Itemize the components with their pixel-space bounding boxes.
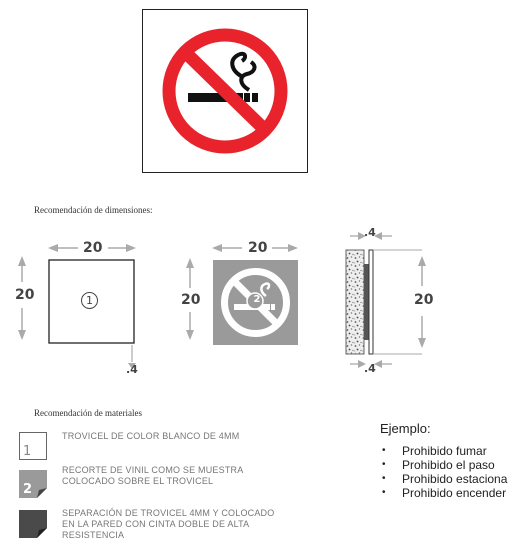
height-label-2: 20 <box>181 292 201 308</box>
material-swatch-2 <box>19 470 47 498</box>
front-view-vinyl <box>178 238 308 383</box>
front-view-plain <box>10 238 140 383</box>
example-heading: Ejemplo: <box>380 421 431 436</box>
example-item: • Prohibido estaciona <box>380 472 525 486</box>
example-list <box>380 444 525 500</box>
no-smoking-icon <box>143 10 307 172</box>
corner-fold-icon <box>19 510 47 538</box>
material-swatch-3 <box>19 510 47 538</box>
height-label-3: 20 <box>414 292 434 308</box>
material-text-1: TROVICEL DE COLOR BLANCO DE 4MM <box>62 431 240 441</box>
material-text-3: SEPARACIÓN DE TROVICEL 4MM Y COLOCADO EN LA PARED CON CINTA DOBLE DE ALTA RESISTENCIA <box>62 508 275 540</box>
marker-1-number: 1 <box>86 294 93 307</box>
dimensions-heading: Recomendación de dimensiones: <box>34 205 153 215</box>
material-number-1: 1 <box>23 444 32 459</box>
material-marker-1 <box>81 292 98 309</box>
marker-2-number: 2 <box>253 294 261 305</box>
corner-fold-icon <box>19 470 47 498</box>
example-item: • Prohibido el paso <box>380 458 525 472</box>
example-item: • Prohibido encender <box>380 486 525 500</box>
material-text-2: RECORTE DE VINIL COMO SE MUESTRA COLOCADO SOBRE EL TROVICEL <box>62 465 243 486</box>
width-label-2: 20 <box>248 240 268 256</box>
material-swatch-1 <box>19 432 47 460</box>
width-label-1: 20 <box>83 240 103 256</box>
thickness-label-top: .4 <box>364 226 376 239</box>
height-label-1: 20 <box>15 287 35 303</box>
materials-heading: Recomendación de materiales <box>34 408 142 418</box>
sign-preview <box>142 9 308 173</box>
example-item: • Prohibido fumar <box>380 444 525 458</box>
thickness-label-bottom: .4 <box>364 362 376 375</box>
material-number-2: 2 <box>23 482 33 497</box>
thickness-label-1: .4 <box>126 363 138 376</box>
